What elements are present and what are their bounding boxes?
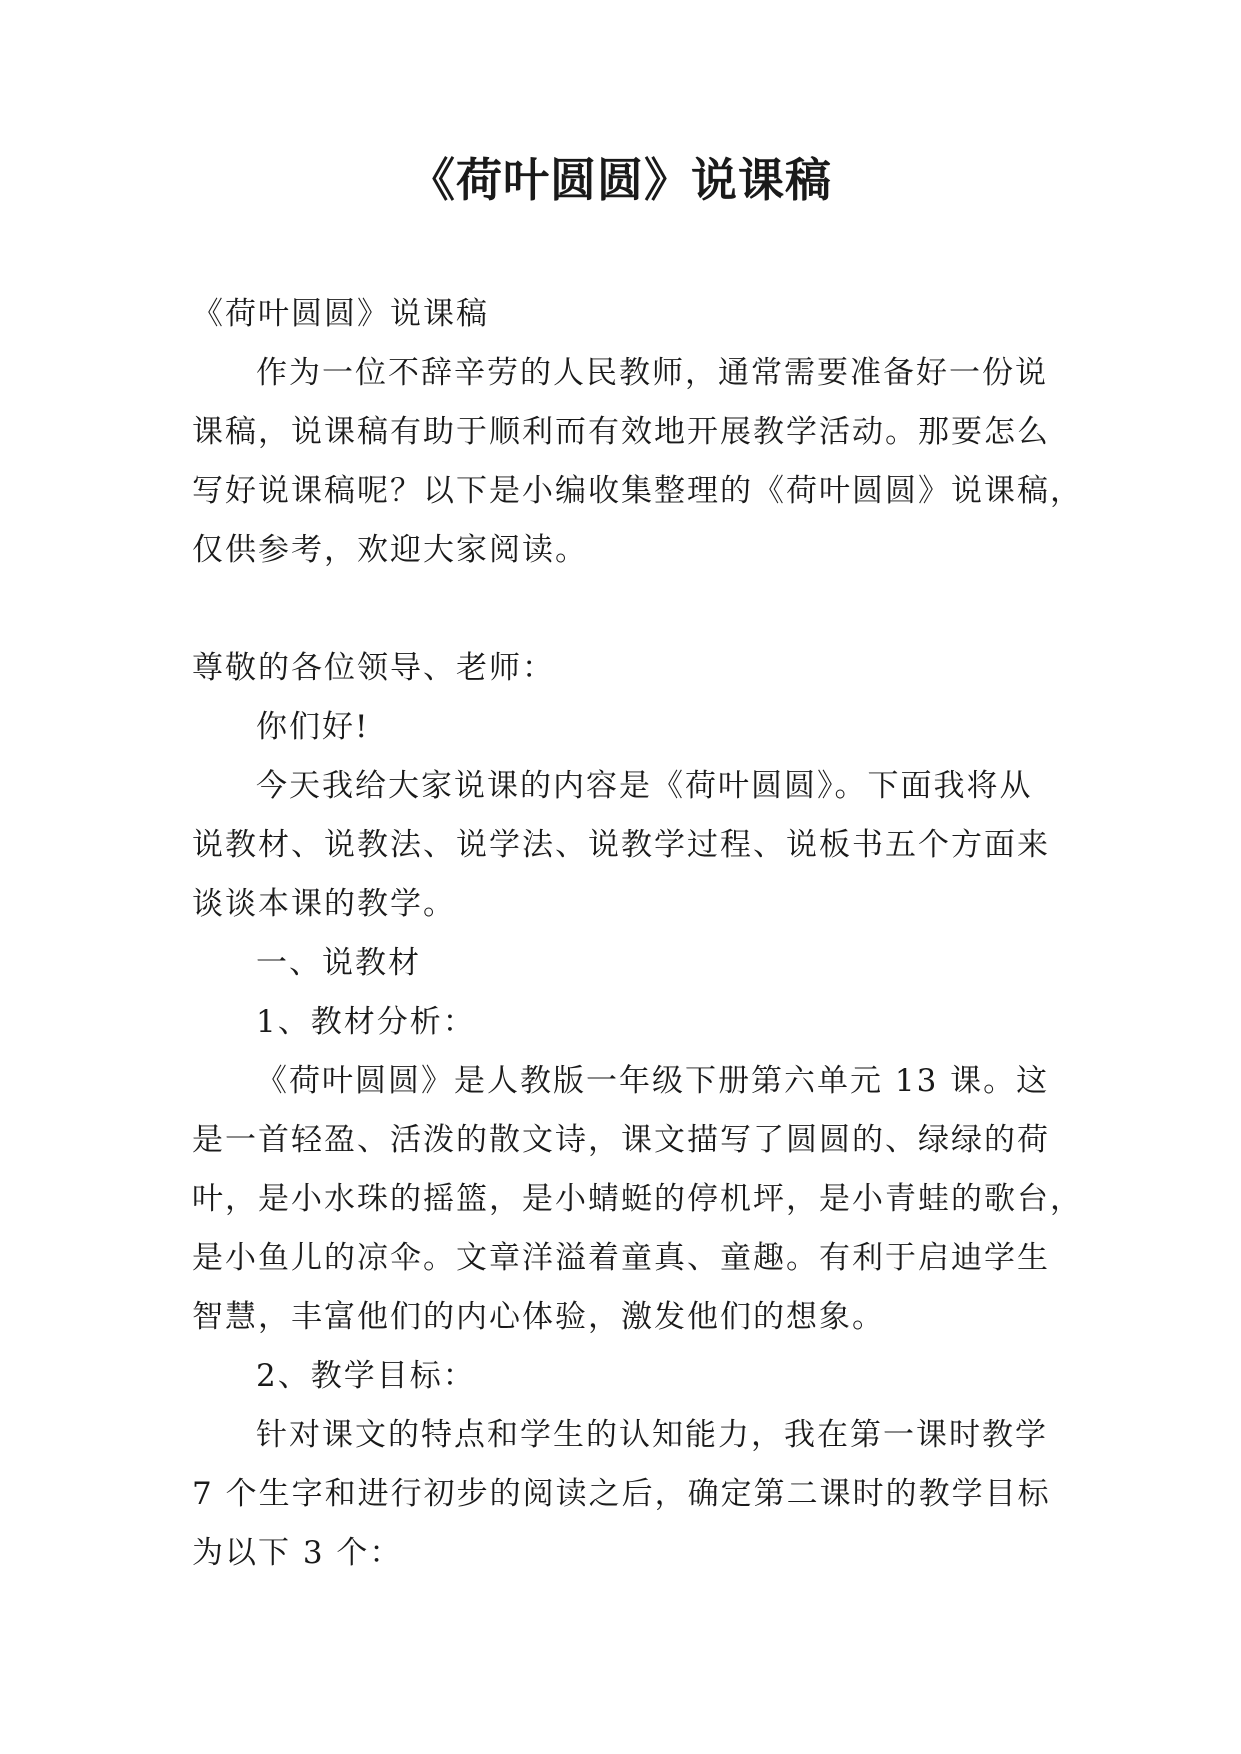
paragraph-line: 智慧，丰富他们的内心体验，激发他们的想象。 xyxy=(192,1299,885,1335)
intro-paragraph xyxy=(192,344,1083,580)
paragraph-line: 是小鱼儿的凉伞。文章洋溢着童真、童趣。有利于启迪学生 xyxy=(192,1240,1050,1276)
subtitle-line: 《荷叶圆圆》说课稿 xyxy=(192,296,489,332)
document-body xyxy=(192,285,1083,1583)
paragraph-line: 今天我给大家说课的内容是《荷叶圆圆》。下面我将从 xyxy=(256,768,1033,804)
paragraph-line: 作为一位不辞辛劳的人民教师，通常需要准备好一份说 xyxy=(256,355,1048,391)
paragraph-line: 写好说课稿呢？以下是小编收集整理的《荷叶圆圆》说课稿， xyxy=(192,473,1083,509)
paragraph-line: 为以下 3 个： xyxy=(192,1535,403,1571)
hello-line: 你们好! xyxy=(256,709,370,745)
analysis-paragraph xyxy=(192,1052,1083,1347)
paragraph-line: 是一首轻盈、活泼的散文诗，课文描写了圆圆的、绿绿的荷 xyxy=(192,1122,1050,1158)
subsection-heading: 2、教学目标： xyxy=(256,1358,476,1394)
greeting-line: 尊敬的各位领导、老师： xyxy=(192,650,555,686)
section-heading: 一、说教材 xyxy=(256,945,421,981)
blank-line xyxy=(192,580,1052,639)
opening-paragraph xyxy=(192,757,1052,934)
paragraph-line: 课稿，说课稿有助于顺利而有效地开展教学活动。那要怎么 xyxy=(192,414,1050,450)
paragraph-line: 7 个生字和进行初步的阅读之后，确定第二课时的教学目标 xyxy=(192,1476,1051,1512)
paragraph-line: 叶，是小水珠的摇篮，是小蜻蜓的停机坪，是小青蛙的歌台， xyxy=(192,1181,1083,1217)
document-title: 《荷叶圆圆》说课稿 xyxy=(409,153,832,207)
paragraph-line: 说教材、说教法、说学法、说教学过程、说板书五个方面来 xyxy=(192,827,1050,863)
paragraph-line: 谈谈本课的教学。 xyxy=(192,886,456,922)
paragraph-line: 针对课文的特点和学生的认知能力，我在第一课时教学 xyxy=(256,1417,1048,1453)
subsection-heading: 1、教材分析： xyxy=(256,1004,476,1040)
paragraph-line: 《荷叶圆圆》是人教版一年级下册第六单元 13 课。这 xyxy=(256,1063,1050,1099)
paragraph-line: 仅供参考，欢迎大家阅读。 xyxy=(192,532,588,568)
goals-paragraph xyxy=(192,1406,1052,1583)
